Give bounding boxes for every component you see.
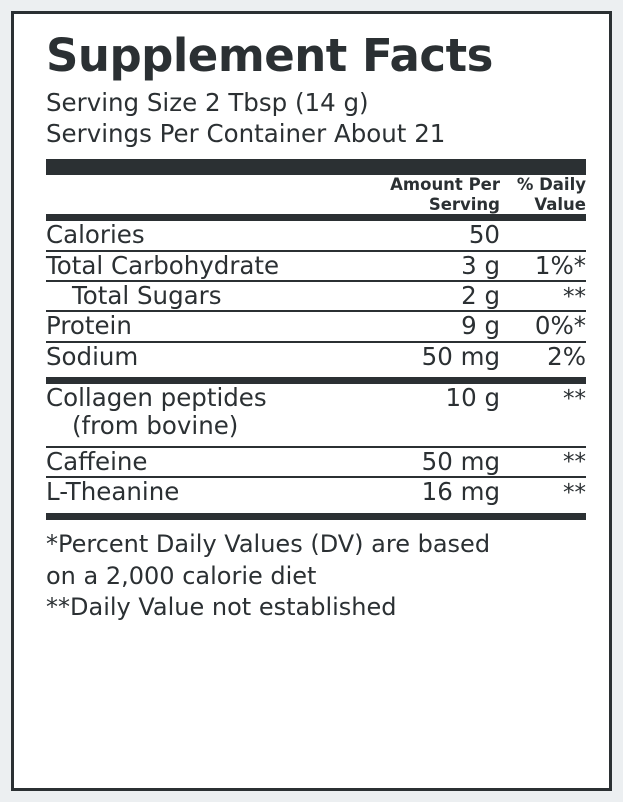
nutrition-table [46, 175, 586, 214]
ingredient-amount: 50 mg [368, 448, 500, 477]
nutrient-amount: 2 g [368, 281, 500, 311]
nutrients-table [46, 221, 586, 371]
ingredient-name: Collagen peptides [46, 383, 267, 413]
table-row [46, 221, 586, 250]
divider-mid-footnotes [46, 513, 586, 520]
nutrient-dv: 0%* [500, 311, 586, 341]
table-row [46, 384, 586, 412]
footnote-dv-not-established: **Daily Value not established [46, 592, 397, 621]
ingredient-name: L-Theanine [46, 477, 180, 507]
table-row [46, 448, 586, 477]
ingredients-table-2 [46, 448, 586, 507]
table-row [46, 342, 586, 371]
nutrient-name: Total Carbohydrate [46, 251, 368, 281]
serving-size-text: Serving Size 2 Tbsp (14 g) [46, 87, 369, 117]
ingredient-name: Caffeine [46, 448, 368, 477]
nutrient-dv: 2% [547, 341, 586, 371]
table-row [46, 477, 586, 506]
nutrient-amount: 50 [368, 221, 500, 250]
ingredients-table [46, 384, 586, 412]
nutrient-amount: 9 g [368, 311, 500, 341]
header-blank [46, 175, 368, 214]
nutrient-name: Calories [46, 221, 368, 250]
label-content [46, 29, 586, 623]
ingredient-source-note: (from bovine) [72, 410, 239, 440]
footnote-dv-basis-line1: *Percent Daily Values (DV) are based [46, 530, 491, 559]
supplement-facts-panel [11, 11, 612, 791]
nutrient-name: Protein [46, 311, 368, 341]
ingredient-dv: ** [563, 386, 586, 413]
nutrient-amount: 50 mg [421, 341, 500, 371]
ingredient-amount: 10 g [445, 383, 500, 413]
footnotes [46, 529, 586, 623]
nutrient-name: Sodium [46, 341, 139, 371]
page-title: Supplement Facts [46, 29, 493, 82]
servings-per-container-text: Servings Per Container About 21 [46, 118, 446, 148]
table-row [46, 311, 586, 341]
nutrient-dv [500, 221, 586, 250]
table-header-row [46, 175, 586, 214]
ingredient-dv: ** [500, 448, 586, 477]
nutrient-amount: 3 g [368, 251, 500, 281]
table-row [46, 251, 586, 281]
nutrient-dv: ** [500, 281, 586, 311]
nutrient-dv: 1%* [500, 251, 586, 281]
divider-thick-top [46, 159, 586, 175]
table-row [46, 281, 586, 311]
nutrient-name: Total Sugars [46, 281, 368, 311]
ingredient-dv: ** [563, 479, 586, 506]
ingredient-amount: 16 mg [421, 477, 500, 507]
footnote-dv-basis-line2: on a 2,000 calorie diet [46, 561, 317, 590]
header-daily-value: % Daily Value [516, 175, 586, 214]
header-amount-per-serving: Amount Per Serving [390, 175, 500, 214]
